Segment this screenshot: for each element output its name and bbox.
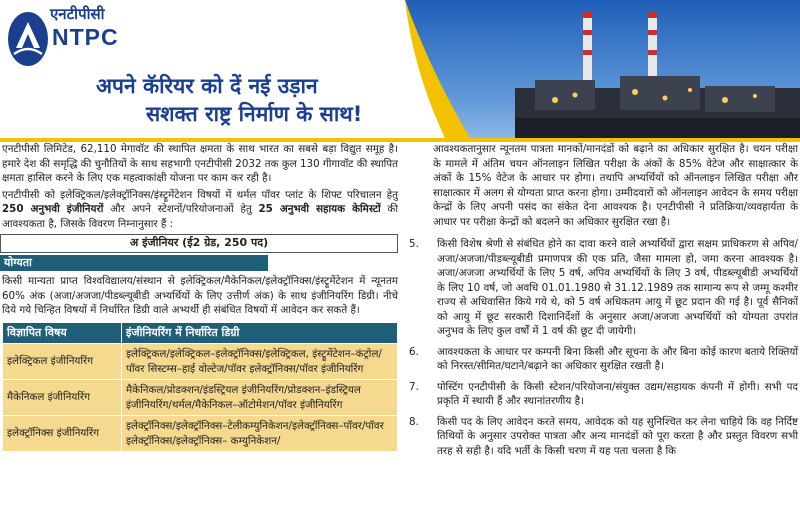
item-number: 5. — [409, 238, 419, 250]
right-column — [403, 142, 800, 517]
item-number: 6. — [409, 345, 419, 358]
tagline-line2: सशक्त राष्ट्र निर्माण के साथ! — [146, 102, 363, 126]
eligibility-text: किसी मान्यता प्राप्त विश्वविद्यालय/संस्थान से इलेक्ट्रिकल/मैकेनिकल/इलेक्ट्रॉनिक्स/इंस्ट्रूमेंटेशन में न्यूनतम 60% अंक (अजा/अजजा/पीडब्ल्यूबीडी अभ्यर्थियों के लिए उत्तीर्ण अंक) के साथ इंजीनियरिंग डिग्री। नीचे दिये गये चिन्हित विषयों में निर्धारित डिग्री वाले अभ्यर्थी ही संबंधित विषयों में आवेदन कर सकते हैं। — [2, 275, 398, 316]
table-header-subject: विज्ञापित विषय — [3, 322, 122, 344]
item-text: पोस्टिंग एनटीपीसी के किसी स्टेशन/परियोजना/संयुक्त उद्यम/सहायक कंपनी में होगी। सभी पद प्रकृति में स्थायी हैं और स्थानांतरणीय है। — [437, 380, 798, 407]
list-item — [403, 380, 798, 409]
item-number: 8. — [409, 415, 419, 428]
logo-english-text: NTPC — [52, 24, 119, 50]
table-row — [3, 344, 398, 380]
table-row — [3, 416, 398, 452]
table-row — [3, 380, 398, 416]
subject-cell: मैकेनिकल इंजीनियरिंग — [3, 380, 122, 416]
degree-cell: इलेक्ट्रिकल/इलेक्ट्रिकल–इलेक्ट्रॉनिक्स/इलेक्ट्रिकल, इंस्ट्रूमेंटेशन–कंट्रोल/पॉवर सिस्टम्स–हाई वोल्टेज/पॉवर इलेक्ट्रॉनिक्स/पॉवर इंजीनियरिंग — [122, 344, 398, 380]
degree-table — [2, 322, 398, 453]
list-item — [403, 415, 798, 459]
intro-paragraph-2: एनटीपीसी को इलेक्ट्रिकल/इलेक्ट्रॉनिक्स/इंस्ट्रूमेंटेशन विषयों में थर्मल पॉवर प्लांट के शिफ्ट परिचालन हेतु 250 अनुभवी इंजीनियरों और अपने स्टेशनों/परियोजनाओं हेतु 25 अनुभवी सहायक केमिस्टों की आवश्यकता है, जिसके विवरण निम्नानुसार हैं : — [2, 188, 398, 230]
list-item — [403, 237, 798, 339]
table-header-row — [3, 322, 398, 344]
header-banner — [0, 0, 800, 138]
degree-cell: इलेक्ट्रॉनिक्स/इलेक्ट्रॉनिक्स–टेलीकम्युनिकेशन/इलेक्ट्रॉनिक्स–पॉवर/पॉवर इलेक्ट्रॉनिक्स/इलेक्ट्रॉनिक्स– कम्युनिकेशन/ — [122, 416, 398, 452]
tagline-line1: अपने कॅरियर को दें नई उड़ान — [96, 74, 318, 98]
power-plant-photo — [405, 0, 800, 138]
logo-hindi-text: एनटीपीसी — [50, 5, 105, 23]
subject-cell: इलेक्ट्रिकल इंजीनियरिंग — [3, 344, 122, 380]
item-text: आवश्यकता के आधार पर कम्पनी बिना किसी और सूचना के और बिना कोई कारण बताये रिक्तियों को निरस्त/सीमित/घटाने/बढ़ाने का अधिकार सुरक्षित रखती है। — [437, 345, 798, 372]
degree-cell: मैकेनिकल/प्रोडक्शन/इंडस्ट्रियल इंजीनियरिंग/प्रोडक्शन–इंडस्ट्रियल इंजीनियरिंग/थर्मल/मैकेनिकल–ऑटोमेशन/पॉवर इंजीनियरिंग — [122, 380, 398, 416]
intro-paragraph-1: एनटीपीसी लिमिटेड, 62,110 मेगावॉट की स्थापित क्षमता के साथ भारत का सबसे बड़ा विद्युत समूह है। हमारे देश की समृद्धि की चुनौतियों के साथ सहभागी एनटीपीसी 2032 तक कुल 130 गीगावॉट की स्थापित क्षमता हासिल करने के लिए एक महत्वाकांक्षी योजना पर काम कर रही है। — [2, 143, 398, 184]
list-item — [403, 345, 798, 374]
table-header-degree: इंजीनियरिंग में निर्धारित डिग्री — [122, 322, 398, 344]
post-title-box: अ इंजीनियर (ई2 ग्रेड, 250 पद) — [0, 234, 398, 253]
item-number: 7. — [409, 380, 419, 393]
subject-cell: इलेक्ट्रॉनिक्स इंजीनियरिंग — [3, 416, 122, 452]
eligibility-heading: योग्यता — [0, 255, 268, 272]
item-text: किसी पद के लिए आवेदन करते समय, आवेदक को यह सुनिश्चित कर लेना चाहिये कि वह निर्दिष्ट तिथियों के अनुसार उपरोक्त पात्रता और अन्य मानदंडों को पूरा करता है और प्रस्तुत विवरण सभी तरह से सही है। यदि भर्ती के किसी चरण में यह पता चलता है कि — [437, 415, 798, 457]
left-column — [0, 142, 400, 517]
item-text: किसी विशेष श्रेणी से संबंधित होने का दावा करने वाले अभ्यर्थियों द्वारा सक्षम प्राधिकरण से अपिव/अजा/अजजा/पीडब्ल्यूबीडी प्रमाणपत्र की एक प्रति, जैसा मामला हो, जमा करना आवश्यक है। अजा/अजजा अभ्यर्थियों के लिए 5 वर्ष, अपिव अभ्यर्थियों के लिए 3 वर्ष, पीडब्ल्यूबीडी अभ्यर्थियों के लिए 10 वर्ष, जो अवधि 01.01.1980 से 31.12.1989 तक सामान्य रूप से जम्मू कश्मीर राज्य से अधिवासित किये गये थे, को 5 वर्ष अधिकतम आयु में छूट प्रदान की गई है। पूर्व सैनिकों को आयु में छूट सरकारी दिशानिर्देशों के अनुसार अजा/अजजा अभ्यर्थियों को योग्यता उपरांत अनुभव के लिए कुल वर्षों में 1 वर्ष की छूट दी जायेगी। — [437, 238, 798, 337]
continuation-paragraph: आवश्यकतानुसार न्यूनतम पात्रता मानकों/मानदंडों को बढ़ाने का अधिकार सुरक्षित है। चयन परीक्षा के मामले में अंतिम चयन ऑनलाइन लिखित परीक्षा के अंकों के 85% वेटेज और साक्षात्कार के अंकों के 15% वेटेज के आधार पर होगा। तथापि अभ्यर्थियों को ऑनलाइन लिखित परीक्षा और साक्षात्कार में अलग से योग्यता प्राप्त करना होगा। उम्मीदवारों को ऑनलाइन आवेदन के समय परीक्षा केन्द्रों के लिए अपनी पसंद का संकेत देना आवश्यक है। एनटीपीसी ने प्रतिक्रिया/व्यवहार्यता के आधार पर परीक्षा केन्द्रों को बदलने का अधिकार सुरक्षित रखा है। — [433, 143, 798, 228]
